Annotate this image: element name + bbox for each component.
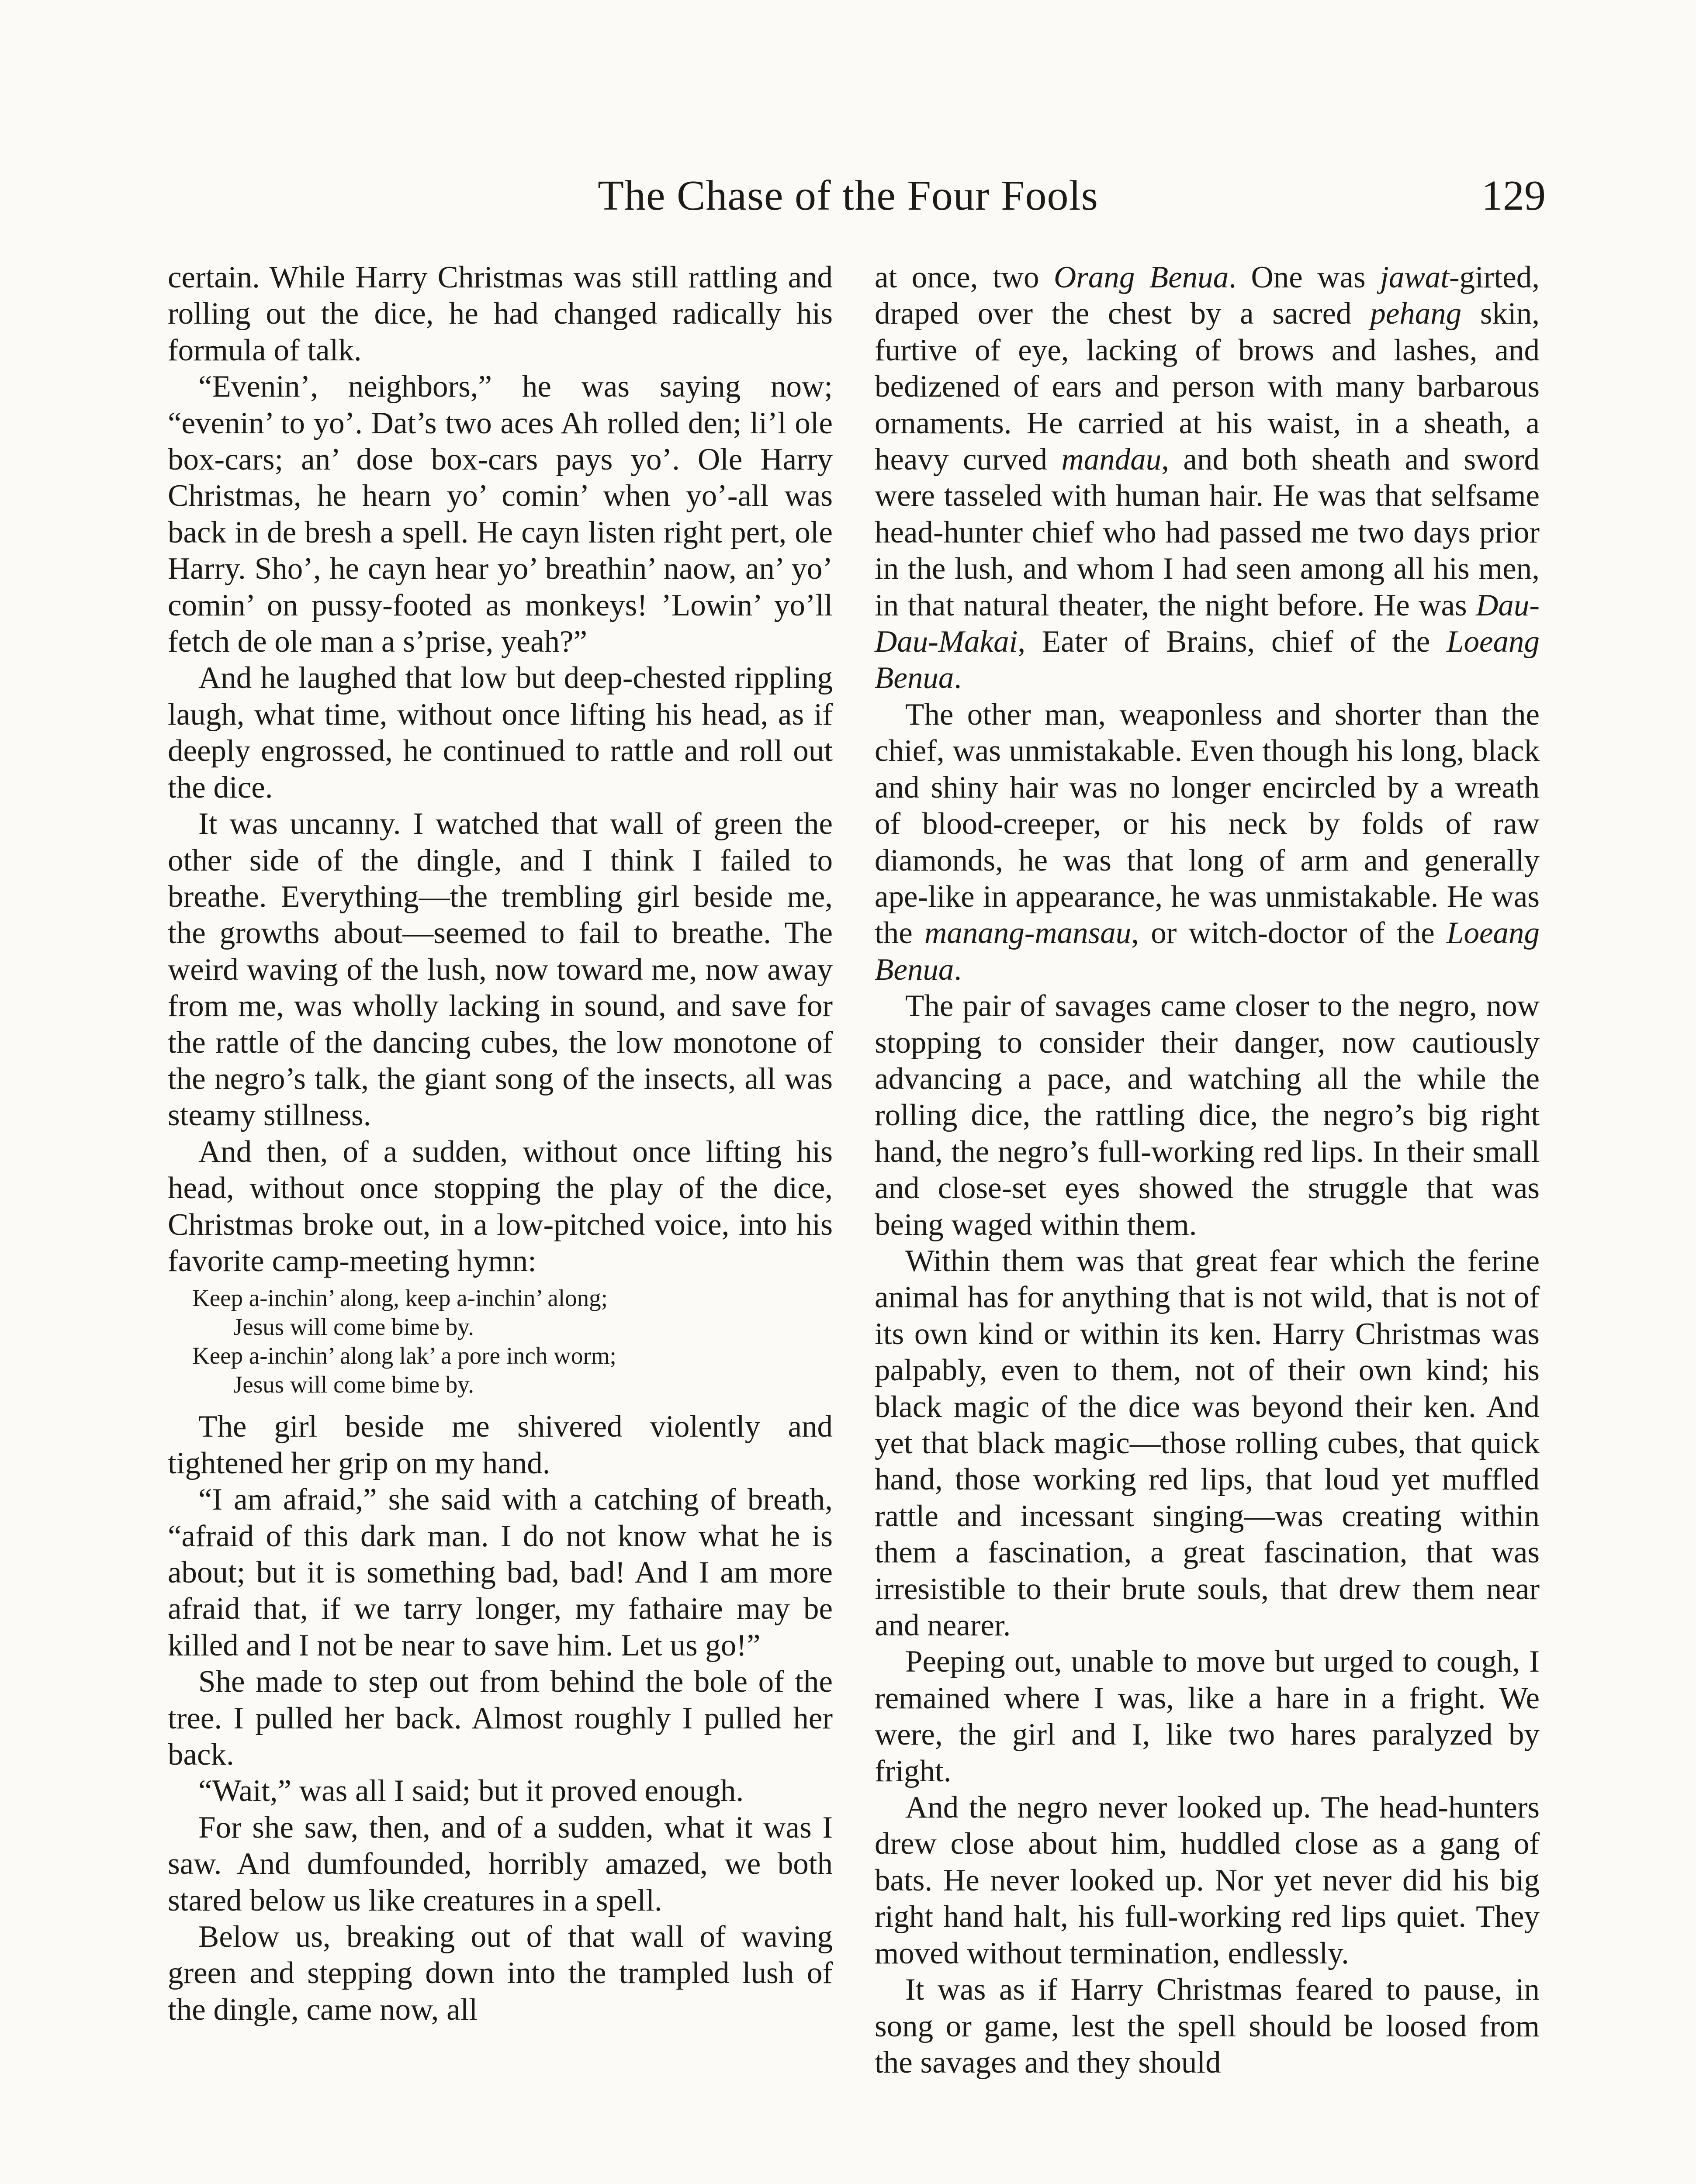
- paragraph: It was as if Harry Christmas feared to pause, in song or game, lest the spell should be loosed from the savages and they should: [875, 1973, 1540, 2080]
- text-run: -girted, draped over the chest by a sacred: [875, 260, 1540, 331]
- page-number: 129: [1481, 172, 1546, 219]
- left-column: [168, 259, 833, 2028]
- paragraph: “Evenin’, neighbors,” he was saying now; “evenin’ to yo’. Dat’s two aces Ah rolled den; li’l ole box-cars; an’ dose box-cars pays yo’. Ole Harry Christmas, he hearn yo’ comin’ when yo’-all was back in de bresh a spell. He cayn listen right pert, ole Harry. Sho’, he cayn hear yo’ breathin’ naow, an’ yo’ comin’ on pussy-footed as monkeys! ’Lowin’ yo’ll fetch de ole man a s’prise, yeah?”: [168, 370, 833, 659]
- right-column: [875, 259, 1540, 2081]
- italic-term: Loeang Benua: [875, 916, 1540, 987]
- text-run: , or witch-doctor of the: [1131, 916, 1447, 950]
- italic-term: manang-mansau: [924, 916, 1132, 950]
- paragraph: Below us, breaking out of that wall of waving green and stepping down into the trampled lush of the dingle, came now, all: [168, 1920, 833, 2027]
- paragraph: The pair of savages came closer to the negro, now stopping to consider their danger, now cautiously advancing a pace, and watching all the while the rolling dice, the rattling dice, the negro’s big right hand, the negro’s full-working red lips. In their small and close-set eyes showed the struggle that was being waged within them.: [875, 989, 1540, 1242]
- italic-term: Loeang Benua: [875, 625, 1540, 695]
- paragraph: [875, 259, 1540, 697]
- paragraph: It was uncanny. I watched that wall of green the other side of the dingle, and I think I failed to breathe. Everything—the trembling girl beside me, the growths about—seemed to fail to breathe. The weird waving of the lush, now toward me, now away from me, was wholly lacking in sound, and save for the rattle of the dancing cubes, the low monotone of the negro’s talk, the giant song of the insects, all was steamy stillness.: [168, 807, 833, 1133]
- paragraph: She made to step out from behind the bole of the tree. I pulled her back. Almost roughly I pulled her back.: [168, 1665, 833, 1772]
- paragraph: Peeping out, unable to move but urged to cough, I remained where I was, like a hare in a fright. We were, the girl and I, like two hares paralyzed by fright.: [875, 1645, 1540, 1788]
- italic-term: jawat: [1380, 260, 1449, 294]
- text-run: at once, two: [875, 260, 1054, 294]
- paragraph: “Wait,” was all I said; but it proved enough.: [198, 1774, 744, 1808]
- verse-line: Jesus will come bime by.: [233, 1313, 474, 1341]
- verse-line: Keep a-inchin’ along, keep a-inchin’ along;: [192, 1285, 608, 1312]
- italic-term: Orang Benua: [1053, 260, 1229, 294]
- hymn-verse: [168, 1284, 833, 1399]
- text-run: , Eater of Brains, chief of the: [1018, 625, 1447, 659]
- paragraph: certain. While Harry Christmas was still rattling and rolling out the dice, he had changed radically his formula of talk.: [168, 260, 833, 367]
- page-header: [0, 171, 1696, 237]
- paragraph: And then, of a sudden, without once lifting his head, without once stopping the play of the dice, Christmas broke out, in a low-pitched voice, into his favorite camp-meeting hymn:: [168, 1134, 833, 1278]
- paragraph: For she saw, then, and of a sudden, what it was I saw. And dumfounded, horribly amazed, we both stared below us like creatures in a spell.: [168, 1810, 833, 1918]
- text-run: .: [954, 952, 962, 987]
- verse-line: Jesus will come bime by.: [233, 1371, 474, 1398]
- italic-term: pehang: [1370, 297, 1462, 331]
- italic-term: mandau: [1061, 442, 1162, 477]
- paragraph: [875, 697, 1540, 988]
- verse-line: Keep a-inchin’ along lak’ a pore inch worm;: [192, 1342, 616, 1369]
- text-run: The other man, weaponless and shorter than the chief, was unmistakable. Even though his long, black and shiny hair was no longer encircled by a wreath of blood-creeper, or his neck by folds of raw diamonds, he was that long of arm and generally ape-like in appearance, he was unmistakable. He was the: [875, 697, 1540, 950]
- paragraph: The girl beside me shivered violently and tightened her grip on my hand.: [168, 1410, 833, 1480]
- paragraph: “I am afraid,” she said with a catching of breath, “afraid of this dark man. I do not know what he is about; but it is something bad, bad! And I am more afraid that, if we tarry longer, my fathaire may be killed and I not be near to save him. Let us go!”: [168, 1482, 833, 1662]
- paragraph: Within them was that great fear which the ferine animal has for anything that is not wild, that is not of its own kind or within its ken. Harry Christmas was palpably, even to them, not of their own kind; his black magic of the dice was beyond their ken. And yet that black magic—those rolling cubes, that quick hand, those working red lips, that loud yet muffled rattle and incessant singing—was creating within them a fascination, a great fascination, that was irresistible to their brute souls, that drew them near and nearer.: [875, 1244, 1540, 1643]
- running-title: The Chase of the Four Fools: [598, 172, 1098, 219]
- paragraph: And he laughed that low but deep-chested rippling laugh, what time, without once lifting his head, as if deeply engrossed, he continued to rattle and roll out the dice.: [168, 661, 833, 805]
- text-run: . One was: [1229, 260, 1381, 294]
- text-run: , and both sheath and sword were tasseled with human hair. He was that selfsame head-hunter chief who had passed me two days prior in the lush, and whom I had seen among all his men, in that natural theater, the night before. He was: [875, 442, 1540, 622]
- text-run: .: [954, 661, 962, 695]
- text-run: skin, furtive of eye, lacking of brows and lashes, and bedizened of ears and person with many barbarous ornaments. He carried at his waist, in a sheath, a heavy curved: [875, 297, 1540, 477]
- paragraph: And the negro never looked up. The head-hunters drew close about him, huddled close as a gang of bats. He never looked up. Nor yet never did his big right hand halt, his full-working red lips quiet. They moved without termination, endlessly.: [875, 1790, 1540, 1970]
- italic-term: Dau-Dau-Makai: [875, 588, 1540, 659]
